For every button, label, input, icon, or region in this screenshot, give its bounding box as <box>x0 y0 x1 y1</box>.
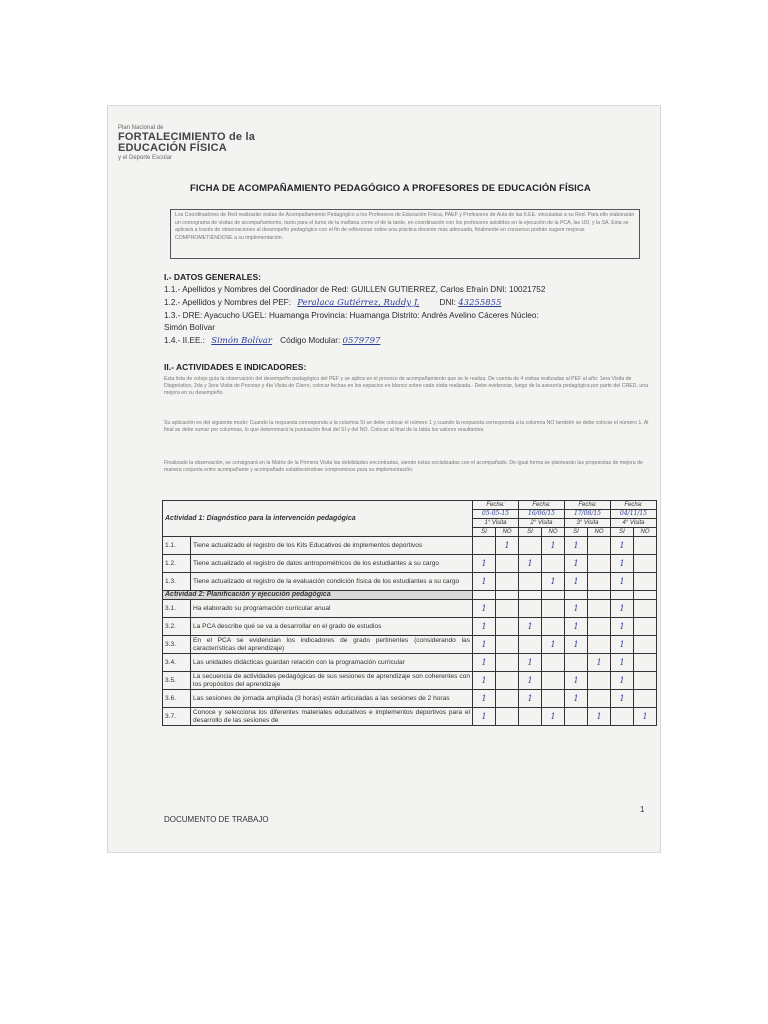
document-title: FICHA DE ACOMPAÑAMIENTO PEDAGÓGICO A PROFESORES DE EDUCACIÓN FÍSICA <box>190 183 591 194</box>
mark-cell: 1 <box>611 573 634 591</box>
mark-cell: 1 <box>519 672 542 690</box>
mark-cell: 1 <box>473 618 496 636</box>
mark-cell <box>588 618 611 636</box>
mark-cell: 1 <box>565 573 588 591</box>
mark-cell <box>496 555 519 573</box>
mark-cell: 1 <box>611 654 634 672</box>
pef-dni-label: DNI: <box>439 298 456 307</box>
program-logo <box>118 124 255 162</box>
mark-cell: 1 <box>519 654 542 672</box>
indicator-text: La secuencia de actividades pedagógicas de sus sesiones de aprendizaje son coherentes con los propósitos del aprendizaje <box>191 672 473 690</box>
visit-label: 4° Visita <box>611 519 657 528</box>
mark-cell <box>588 555 611 573</box>
fecha-label: Fecha: <box>473 501 519 510</box>
indicator-text: Tiene actualizado el registro de datos antropométricos de los estudiantes a su cargo <box>191 555 473 573</box>
coordinator-line <box>164 285 654 294</box>
mark-cell <box>565 591 588 600</box>
mark-cell <box>542 672 565 690</box>
section2-paragraph-2: Su aplicación es del siguiente modo: Cuando la respuesta corresponda a la columna SI se debe colocar el número 1 y cuando la respuesta corresponda a la columna NO también se debe colocar el número 1. Al final se debe sumar por columnas, lo que determinará la puntuación final del SI y del NO. Colocar al final de la tabla los valores resultantes. <box>164 420 649 433</box>
visit-date: 05-05-15 <box>473 510 519 519</box>
mark-cell <box>588 573 611 591</box>
mark-cell <box>611 591 634 600</box>
indicator-text: Tiene actualizado el registro de los Kits Educativos de implementos deportivos <box>191 537 473 555</box>
iee-label: 1.4.- II.EE.: <box>164 336 205 345</box>
mark-cell <box>542 690 565 708</box>
activity-1-label: Actividad 1: Diagnóstico para la intervención pedagógica <box>163 501 473 537</box>
indicator-number: 1.2. <box>163 555 191 573</box>
table-row <box>163 618 657 636</box>
mark-cell <box>634 618 657 636</box>
mark-cell: 1 <box>473 672 496 690</box>
mark-cell: 1 <box>565 537 588 555</box>
mark-cell: 1 <box>473 573 496 591</box>
section2-paragraph-3: Finalizado la observación, se consignará en la Matriz de la Primera Visita las debilidades encontradas, siendo estas socializadas con el acompañado. De igual forma se plantearán las propuestas de mejora de manera conjunta entre acompañante y acompañado estableciéndose compromisos para su implementación. <box>164 460 643 473</box>
mark-cell: 1 <box>588 654 611 672</box>
mark-cell <box>634 591 657 600</box>
indicator-text: Ha elaborado su programación curricular anual <box>191 600 473 618</box>
header-row-fecha <box>163 501 657 510</box>
section2-paragraph-1: Esta lista de cotejo guía la observación del desempeño pedagógico del PEF y se aplica en el proceso de acompañamiento que se le realiza. De cuenta de 4 visitas realizadas al PEF al año: 1era Visita de Diagnóstico, 2da y 3era Visita de Proceso y 4ta Visita de Cierre, colocar fechas en los espacios en blanco sobre cada visita realizada.- Debe evidenciar, luego de la asesoría pedagógica por parte del CRED, una mejora en su desempeño. <box>164 376 648 396</box>
table-row <box>163 708 657 726</box>
mark-cell <box>519 591 542 600</box>
mark-cell <box>634 537 657 555</box>
mark-cell <box>565 654 588 672</box>
mark-cell: 1 <box>611 537 634 555</box>
indicator-number: 3.1. <box>163 600 191 618</box>
table-row <box>163 672 657 690</box>
indicator-text: Las unidades didácticas guardan relación con la programación curricular <box>191 654 473 672</box>
mark-cell: 1 <box>542 708 565 726</box>
section1-heading: I.- DATOS GENERALES: <box>164 272 261 282</box>
mark-cell <box>611 708 634 726</box>
mark-cell <box>588 591 611 600</box>
mark-cell: 1 <box>565 690 588 708</box>
page-number: 1 <box>640 805 645 814</box>
table-row <box>163 636 657 654</box>
visit-date: 04/11/15 <box>611 510 657 519</box>
intro-box: Los Coordinadores de Red realizarán visitas de Acompañamiento Pedagógico a los Profesores de Educación Física, PAEF y Profesores de Aula de las II.EE. vinculadas a su Red. Para ello elaborarán un cronograma de visitas de acompañamiento, tanto para el turno de la mañana como el de la tarde, en coordinación con los profesores asistidos en la ejecución de la PCA, las UD, y la SA. Esta se aplicará a través de observaciones al desempeño pedagógico con el fin de reflexionar sobre una práctica docente más adecuada, finalmente en consenso podrán sugerir mejoras COMPROMETIÉNDOSE a su implementación. <box>170 209 640 259</box>
mark-cell <box>496 690 519 708</box>
mark-cell <box>634 555 657 573</box>
mark-cell <box>519 636 542 654</box>
mark-cell: 1 <box>473 708 496 726</box>
mark-cell: 1 <box>611 636 634 654</box>
mark-cell <box>542 654 565 672</box>
mark-cell: 1 <box>519 690 542 708</box>
mark-cell <box>634 573 657 591</box>
mark-cell <box>588 672 611 690</box>
dre-line: 1.3.- DRE: Ayacucho UGEL: Huamanga Provincia: Huamanga Distrito: Andrés Avelino Cáceres Núcleo: <box>164 311 539 320</box>
mark-cell <box>473 591 496 600</box>
table-row <box>163 555 657 573</box>
mark-cell: 1 <box>565 555 588 573</box>
codigo-value: 0579797 <box>342 336 381 346</box>
mark-cell: 1 <box>473 600 496 618</box>
pef-line <box>164 298 654 308</box>
mark-cell: 1 <box>565 600 588 618</box>
visit-label: 3° Visita <box>565 519 611 528</box>
si-header: SI <box>519 528 542 537</box>
mark-cell <box>496 618 519 636</box>
mark-cell <box>588 537 611 555</box>
mark-cell: 1 <box>519 555 542 573</box>
mark-cell <box>634 654 657 672</box>
mark-cell <box>473 537 496 555</box>
evaluation-table <box>162 500 657 726</box>
indicator-text: Las sesiones de jornada ampliada (3 horas) están articuladas a las sesiones de 2 horas <box>191 690 473 708</box>
pef-label: 1.2.- Apellidos y Nombres del PEF: <box>164 298 291 307</box>
mark-cell <box>588 690 611 708</box>
mark-cell <box>519 537 542 555</box>
mark-cell: 1 <box>565 672 588 690</box>
pef-value: Peralaca Gutiérrez, Ruddy J. <box>297 298 420 308</box>
fecha-label: Fecha: <box>565 501 611 510</box>
indicator-number: 3.2. <box>163 618 191 636</box>
codigo-label: Código Modular: <box>280 336 341 345</box>
mark-cell <box>519 708 542 726</box>
no-header: NO <box>542 528 565 537</box>
visit-date: 16/06/15 <box>519 510 565 519</box>
visit-label: 1° Visita <box>473 519 519 528</box>
coordinator-dni: DNI: 10021752 <box>490 285 546 294</box>
mark-cell <box>496 591 519 600</box>
mark-cell <box>565 708 588 726</box>
no-header: NO <box>496 528 519 537</box>
activity-2-label: Actividad 2: Planificación y ejecución pedagógica <box>163 591 473 600</box>
mark-cell: 1 <box>565 618 588 636</box>
logo-line-4: y el Deporte Escolar <box>118 155 173 161</box>
mark-cell: 1 <box>611 618 634 636</box>
iee-value: Simón Bolívar <box>211 336 272 346</box>
mark-cell <box>496 600 519 618</box>
mark-cell <box>634 600 657 618</box>
logo-line-1: Plan Nacional de <box>118 125 164 131</box>
indicator-number: 3.3. <box>163 636 191 654</box>
mark-cell <box>496 573 519 591</box>
mark-cell: 1 <box>611 555 634 573</box>
mark-cell <box>496 708 519 726</box>
mark-cell: 1 <box>473 636 496 654</box>
iee-line <box>164 336 654 346</box>
indicator-text: En el PCA se evidencian los indicadores de grado pertinentes (considerando las características del aprendizaje) <box>191 636 473 654</box>
logo-line-3: EDUCACIÓN FÍSICA <box>118 142 227 154</box>
mark-cell: 1 <box>565 636 588 654</box>
coordinator-label: 1.1.- Apellidos y Nombres del Coordinador de Red: <box>164 285 349 294</box>
mark-cell: 1 <box>473 555 496 573</box>
mark-cell <box>519 573 542 591</box>
mark-cell <box>496 672 519 690</box>
no-header: NO <box>634 528 657 537</box>
visit-date: 17/08/15 <box>565 510 611 519</box>
indicator-number: 3.4. <box>163 654 191 672</box>
indicator-text: La PCA describe qué se va a desarrollar en el grado de estudios <box>191 618 473 636</box>
pef-dni-value: 43255855 <box>458 298 502 308</box>
evaluation-table-body <box>163 501 657 726</box>
mark-cell <box>542 618 565 636</box>
table-row <box>163 537 657 555</box>
indicator-number: 3.6. <box>163 690 191 708</box>
indicator-number: 3.7. <box>163 708 191 726</box>
no-header: NO <box>588 528 611 537</box>
mark-cell <box>634 636 657 654</box>
mark-cell <box>542 591 565 600</box>
mark-cell: 1 <box>611 600 634 618</box>
indicator-number: 1.1. <box>163 537 191 555</box>
footer-label: DOCUMENTO DE TRABAJO <box>164 815 269 824</box>
coordinator-value: GUILLEN GUTIERREZ, Carlos Efraín <box>351 285 489 294</box>
activity-2-row <box>163 591 657 600</box>
mark-cell <box>634 690 657 708</box>
mark-cell: 1 <box>496 537 519 555</box>
fecha-label: Fecha: <box>519 501 565 510</box>
mark-cell <box>634 672 657 690</box>
si-header: SI <box>473 528 496 537</box>
mark-cell: 1 <box>588 708 611 726</box>
si-header: SI <box>565 528 588 537</box>
table-row <box>163 654 657 672</box>
mark-cell: 1 <box>611 672 634 690</box>
mark-cell: 1 <box>519 618 542 636</box>
table-row <box>163 573 657 591</box>
mark-cell <box>496 636 519 654</box>
mark-cell: 1 <box>473 654 496 672</box>
nucleo-line: Simón Bolívar <box>164 323 215 332</box>
mark-cell: 1 <box>611 690 634 708</box>
mark-cell <box>519 600 542 618</box>
mark-cell: 1 <box>634 708 657 726</box>
visit-label: 2° Visita <box>519 519 565 528</box>
mark-cell <box>496 654 519 672</box>
logo-line-2: FORTALECIMIENTO de la <box>118 131 256 143</box>
mark-cell <box>542 555 565 573</box>
mark-cell: 1 <box>542 636 565 654</box>
si-header: SI <box>611 528 634 537</box>
indicator-number: 3.5. <box>163 672 191 690</box>
table-row <box>163 690 657 708</box>
mark-cell: 1 <box>542 537 565 555</box>
indicator-text: Conoce y selecciona los diferentes materiales educativos e implementos deportivos para el desarrollo de las sesiones de <box>191 708 473 726</box>
mark-cell <box>542 600 565 618</box>
section2-heading: II.- ACTIVIDADES E INDICADORES: <box>164 362 307 372</box>
table-row <box>163 600 657 618</box>
mark-cell <box>588 636 611 654</box>
indicator-text: Tiene actualizado el registro de la evaluación condición física de los estudiantes a su cargo <box>191 573 473 591</box>
indicator-number: 1.3. <box>163 573 191 591</box>
fecha-label: Fecha: <box>611 501 657 510</box>
mark-cell: 1 <box>473 690 496 708</box>
mark-cell <box>588 600 611 618</box>
mark-cell: 1 <box>542 573 565 591</box>
